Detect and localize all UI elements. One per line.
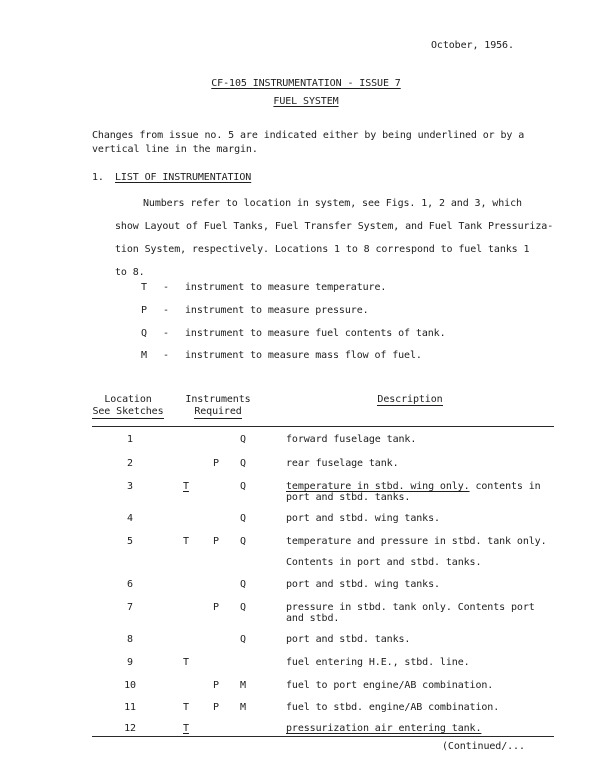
row-instrument-q: M	[240, 702, 246, 713]
row-description	[286, 481, 556, 503]
header-description	[330, 394, 490, 406]
document-subtitle-text: FUEL SYSTEM	[273, 96, 339, 107]
legend-text: instrument to measure temperature.	[185, 282, 387, 293]
row-instrument-t: T	[183, 657, 189, 668]
document-subtitle	[0, 96, 612, 107]
table-bottom-rule	[92, 736, 554, 737]
row-location: 1	[127, 434, 133, 445]
legend-code: P	[141, 305, 147, 316]
document-title-text: CF-105 INSTRUMENTATION - ISSUE 7	[211, 78, 401, 89]
row-description: pressure in stbd. tank only. Contents port and stbd.	[286, 602, 535, 624]
row-description-rest: contents in port and stbd. tanks.	[286, 481, 541, 503]
legend-code: M	[141, 350, 147, 361]
row-description: rear fuselage tank.	[286, 458, 399, 469]
row-location: 11	[124, 702, 136, 713]
row-description: port and stbd. tanks.	[286, 634, 411, 645]
row-description: fuel to stbd. engine/AB combination.	[286, 702, 500, 713]
header-location	[92, 394, 164, 419]
row-description: fuel to port engine/AB combination.	[286, 680, 494, 691]
legend-item-m	[141, 350, 422, 361]
row-instrument-p: P	[213, 536, 219, 547]
row-description-underlined: temperature in stbd. wing only.	[286, 481, 470, 492]
header-instruments-line1: Instruments	[185, 394, 251, 405]
row-instrument-t: T	[183, 702, 189, 713]
row-instrument-q: Q	[240, 602, 246, 613]
intro-paragraph: Changes from issue no. 5 are indicated either by being underlined or by a vertical line in the margin.	[92, 130, 525, 155]
row-description: Contents in port and stbd. tanks.	[286, 557, 482, 568]
row-description: fuel entering H.E., stbd. line.	[286, 657, 470, 668]
legend-dash: -	[163, 305, 169, 316]
row-instrument-q: Q	[240, 634, 246, 645]
document-title	[0, 78, 612, 89]
header-instruments	[172, 394, 264, 419]
row-instrument-q: Q	[240, 579, 246, 590]
row-location: 3	[127, 481, 133, 492]
legend-item-p	[141, 305, 369, 316]
legend-text: instrument to measure pressure.	[185, 305, 369, 316]
row-location: 8	[127, 634, 133, 645]
paragraph-line: tion System, respectively. Locations 1 to 8 correspond to fuel tanks 1	[115, 244, 530, 255]
paragraph-line: Numbers refer to location in system, see Figs. 1, 2 and 3, which	[143, 198, 522, 209]
continued-note: (Continued/...	[442, 741, 525, 752]
row-description	[286, 723, 556, 734]
row-description: temperature and pressure in stbd. tank only.	[286, 536, 547, 547]
row-description-underlined: pressurization air entering tank.	[286, 723, 482, 734]
section-number: 1.	[92, 172, 104, 183]
row-instrument-t: T	[183, 481, 189, 492]
row-location: 6	[127, 579, 133, 590]
row-location: 9	[127, 657, 133, 668]
row-location: 12	[124, 723, 136, 734]
legend-item-q	[141, 328, 446, 339]
row-instrument-p: P	[213, 458, 219, 469]
row-instrument-t: T	[183, 536, 189, 547]
row-instrument-q: Q	[240, 513, 246, 524]
row-instrument-q: Q	[240, 481, 246, 492]
document-date: October, 1956.	[431, 40, 514, 51]
header-location-line2: See Sketches	[92, 406, 164, 417]
section-paragraph	[115, 197, 555, 289]
row-location: 4	[127, 513, 133, 524]
legend-text: instrument to measure fuel contents of tank.	[185, 328, 446, 339]
header-description-text: Description	[377, 394, 443, 405]
row-location: 2	[127, 458, 133, 469]
row-description: forward fuselage tank.	[286, 434, 417, 445]
row-instrument-t: T	[183, 723, 189, 734]
row-instrument-q: Q	[240, 536, 246, 547]
row-instrument-q: Q	[240, 434, 246, 445]
legend-text: instrument to measure mass flow of fuel.	[185, 350, 422, 361]
paragraph-line: to 8.	[115, 267, 145, 278]
legend-dash: -	[163, 328, 169, 339]
row-location: 7	[127, 602, 133, 613]
legend-code: T	[141, 282, 147, 293]
header-location-line1: Location	[104, 394, 152, 405]
table-top-rule	[92, 426, 554, 427]
row-location: 5	[127, 536, 133, 547]
row-instrument-p: P	[213, 602, 219, 613]
row-instrument-p: P	[213, 702, 219, 713]
row-instrument-q: Q	[240, 458, 246, 469]
row-description: port and stbd. wing tanks.	[286, 579, 440, 590]
legend-item-t	[141, 282, 386, 293]
row-instrument-q: M	[240, 680, 246, 691]
header-instruments-line2: Required	[194, 406, 242, 417]
paragraph-line: show Layout of Fuel Tanks, Fuel Transfer System, and Fuel Tank Pressuriza-	[115, 221, 554, 232]
legend-dash: -	[163, 350, 169, 361]
row-description: port and stbd. wing tanks.	[286, 513, 440, 524]
legend-code: Q	[141, 328, 147, 339]
row-location: 10	[124, 680, 136, 691]
row-instrument-p: P	[213, 680, 219, 691]
legend-dash: -	[163, 282, 169, 293]
section-title: LIST OF INSTRUMENTATION	[115, 172, 252, 183]
